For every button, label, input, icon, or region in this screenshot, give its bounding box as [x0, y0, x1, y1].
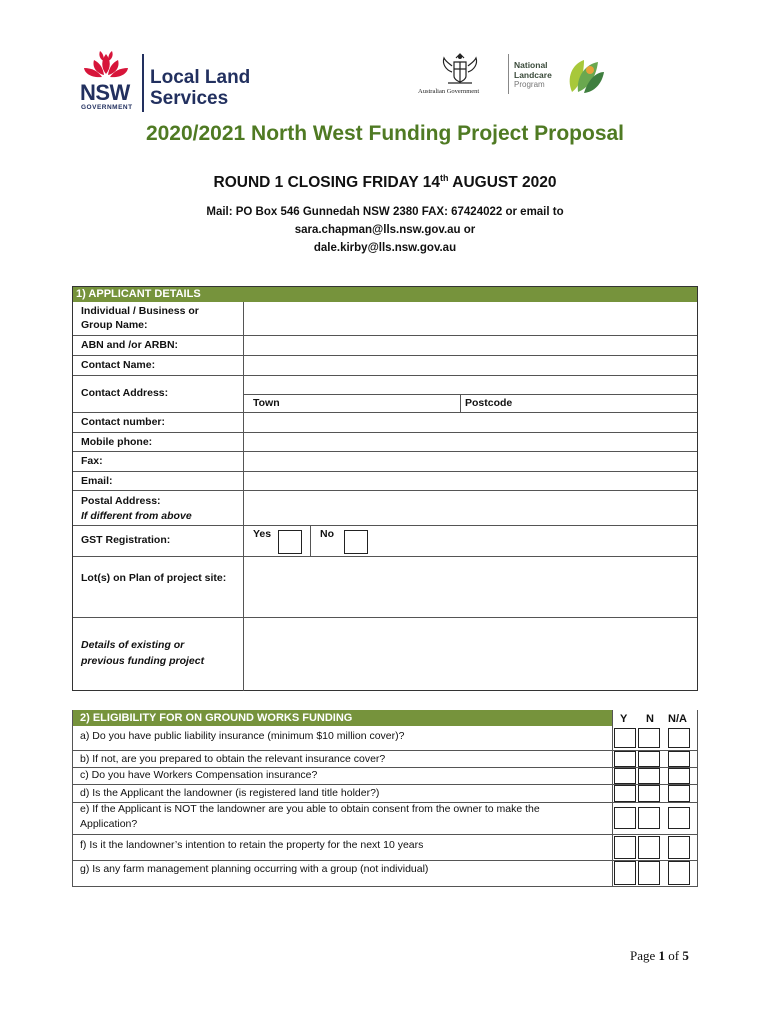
gst-no-checkbox[interactable] — [344, 530, 368, 554]
row-line — [73, 490, 697, 491]
funding-details-label-1: Details of existing or — [81, 639, 185, 651]
row-line — [72, 834, 698, 835]
town-postcode-divider — [460, 394, 461, 412]
row-line — [73, 525, 697, 526]
question-d-yes-checkbox[interactable] — [614, 785, 636, 802]
landcare-leaf-icon — [564, 56, 606, 96]
round-text: ROUND 1 CLOSING FRIDAY 14 — [213, 174, 441, 192]
abn-label: ABN and /or ARBN: — [81, 339, 179, 351]
question-d: d) Is the Applicant the landowner (is registered land title holder?) — [80, 787, 380, 799]
landcare-line-1: National — [514, 60, 548, 70]
row-line — [72, 886, 698, 887]
page-of: of — [665, 948, 683, 963]
row-line — [73, 335, 697, 336]
nsw-government-text: GOVERNMENT — [81, 104, 133, 111]
applicant-details-table — [72, 286, 698, 691]
row-line — [73, 412, 697, 413]
fax-label: Fax: — [81, 455, 103, 467]
row-line — [72, 860, 698, 861]
gst-registration-label: GST Registration: — [81, 534, 171, 546]
column-header-na: N/A — [668, 713, 687, 725]
gst-yes-checkbox[interactable] — [278, 530, 302, 554]
question-g: g) Is any farm management planning occurring with a group (not individual) — [80, 863, 429, 875]
postcode-label: Postcode — [465, 397, 513, 409]
row-line — [243, 394, 697, 395]
business-name-label-1: Individual / Business or — [81, 305, 199, 317]
round-closing-line — [0, 173, 770, 192]
round-superscript: th — [440, 173, 449, 183]
question-c: c) Do you have Workers Compensation insurance? — [80, 769, 318, 781]
mail-line-3: dale.kirby@lls.nsw.gov.au — [313, 242, 457, 254]
row-line — [72, 784, 698, 785]
row-line — [72, 750, 698, 751]
question-e-na-checkbox[interactable] — [668, 807, 690, 829]
question-d-na-checkbox[interactable] — [668, 785, 690, 802]
row-line — [73, 375, 697, 376]
nsw-local-land-services-logo — [76, 50, 266, 112]
question-g-yes-checkbox[interactable] — [614, 861, 636, 885]
question-a-yes-checkbox[interactable] — [614, 728, 636, 748]
question-c-na-checkbox[interactable] — [668, 768, 690, 784]
business-name-label-2: Group Name: — [81, 319, 148, 331]
mobile-phone-label: Mobile phone: — [81, 436, 153, 448]
question-e-line-2: Application? — [80, 818, 138, 830]
landcare-line-3: Program — [514, 80, 545, 89]
coat-of-arms-icon — [432, 52, 488, 86]
lls-line-1: Local Land — [150, 67, 251, 88]
row-line — [73, 471, 697, 472]
question-a: a) Do you have public liability insurance (minimum $10 million cover)? — [80, 730, 405, 742]
question-b-na-checkbox[interactable] — [668, 751, 690, 767]
question-g-na-checkbox[interactable] — [668, 861, 690, 885]
lls-line-2: Services — [150, 88, 229, 109]
mail-line-1: Mail: PO Box 546 Gunnedah NSW 2380 FAX: 67424022 or email to — [206, 206, 564, 218]
round-text-end: AUGUST 2020 — [448, 174, 557, 192]
column-header-y: Y — [620, 713, 628, 725]
question-c-no-checkbox[interactable] — [638, 768, 660, 784]
question-b: b) If not, are you prepared to obtain the relevant insurance cover? — [80, 753, 386, 765]
page-current: 1 — [658, 948, 666, 963]
funding-details-label-2: previous funding project — [81, 655, 205, 667]
logo-divider — [508, 54, 509, 94]
row-line — [73, 432, 697, 433]
row-line — [73, 451, 697, 452]
question-e-line-1: e) If the Applicant is NOT the landowner are you able to obtain consent from the owner to make the — [80, 803, 540, 815]
postal-address-label: Postal Address: — [81, 495, 161, 507]
question-c-yes-checkbox[interactable] — [614, 768, 636, 784]
contact-address-label: Contact Address: — [81, 387, 169, 399]
question-e-no-checkbox[interactable] — [638, 807, 660, 829]
nsw-wordmark: NSW — [80, 80, 130, 105]
page-total: 5 — [682, 948, 689, 963]
column-header-n: N — [646, 713, 654, 725]
eligibility-table — [72, 710, 698, 886]
question-a-no-checkbox[interactable] — [638, 728, 660, 748]
question-f: f) Is it the landowner’s intention to retain the property for the next 10 years — [80, 839, 424, 851]
question-g-no-checkbox[interactable] — [638, 861, 660, 885]
question-e-yes-checkbox[interactable] — [614, 807, 636, 829]
contact-name-label: Contact Name: — [81, 359, 156, 371]
gst-no-label: No — [320, 528, 334, 540]
applicant-details-heading: 1) APPLICANT DETAILS — [73, 287, 697, 302]
row-line — [73, 617, 697, 618]
question-b-no-checkbox[interactable] — [638, 751, 660, 767]
question-b-yes-checkbox[interactable] — [614, 751, 636, 767]
email-label: Email: — [81, 475, 113, 487]
postal-address-note: If different from above — [81, 510, 192, 522]
question-a-na-checkbox[interactable] — [668, 728, 690, 748]
question-d-no-checkbox[interactable] — [638, 785, 660, 802]
eligibility-heading: 2) ELIGIBILITY FOR ON GROUND WORKS FUNDING — [72, 710, 612, 726]
mail-line-2: sara.chapman@lls.nsw.gov.au or — [294, 224, 476, 236]
question-f-na-checkbox[interactable] — [668, 836, 690, 859]
page-number — [630, 948, 689, 964]
row-line — [73, 355, 697, 356]
page-title: 2020/2021 North West Funding Project Proposal — [145, 122, 625, 145]
gst-yes-label: Yes — [253, 528, 272, 540]
landcare-line-2: Landcare — [514, 70, 552, 80]
town-label: Town — [253, 397, 280, 409]
contact-number-label: Contact number: — [81, 416, 165, 428]
australian-government-logo — [418, 52, 506, 96]
row-line — [73, 556, 697, 557]
australian-government-text: Australian Government — [418, 88, 480, 95]
page-prefix: Page — [630, 948, 659, 963]
gst-yes-no-divider — [310, 525, 311, 556]
question-f-no-checkbox[interactable] — [638, 836, 660, 859]
logo-divider — [142, 54, 144, 112]
column-divider — [243, 302, 244, 691]
lots-on-plan-label: Lot(s) on Plan of project site: — [81, 572, 227, 584]
question-f-yes-checkbox[interactable] — [614, 836, 636, 859]
national-landcare-program-logo — [514, 56, 610, 96]
